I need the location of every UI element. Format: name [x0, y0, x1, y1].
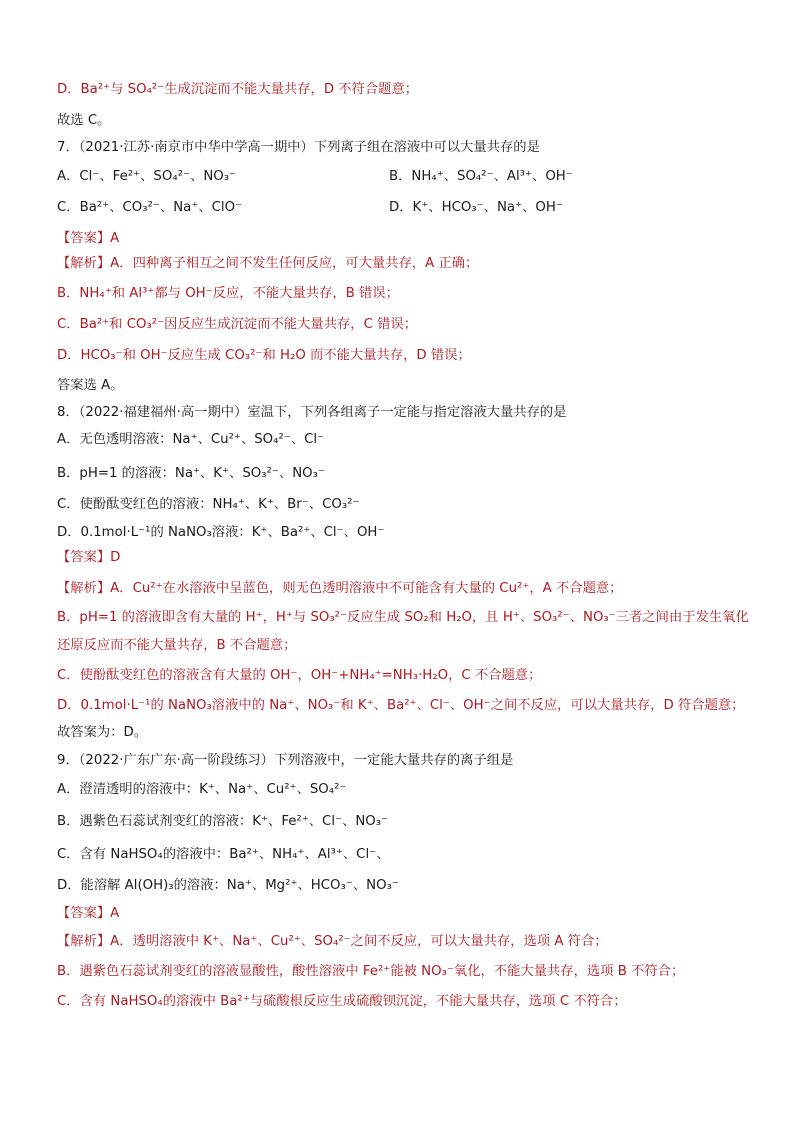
answer-line: 【答案】A	[57, 231, 120, 246]
analysis-line: 【解析】A．透明溶液中 K⁺、Na⁺、Cu²⁺、SO₄²⁻之间不反应，可以大量共存，选项 A 符合；	[57, 934, 608, 949]
option-line: C．Ba²⁺、CO₃²⁻、Na⁺、ClO⁻ D．K⁺、HCO₃⁻、Na⁺、OH⁻	[57, 198, 242, 218]
text-line: D．Ba²⁺与 SO₄²⁻生成沉淀而不能大量共存，D 不符合题意；	[57, 82, 419, 97]
analysis-line: 【解析】A．四种离子相互之间不发生任何反应，可大量共存，A 正确；	[57, 256, 479, 271]
analysis-line: C．Ba²⁺和 CO₃²⁻因反应生成沉淀而不能大量共存，C 错误；	[57, 317, 418, 332]
question-line: 9．（2022·广东广东·高一阶段练习）下列溶液中，一定能大量共存的离子组是	[57, 753, 514, 768]
answer-line: 【答案】D	[57, 550, 121, 565]
answer-line: 【答案】A	[57, 906, 120, 921]
analysis-line: D．HCO₃⁻和 OH⁻反应生成 CO₃²⁻和 H₂O 而不能大量共存，D 错误；	[57, 348, 471, 363]
option-line: D．能溶解 Al(OH)₃的溶液：Na⁺、Mg²⁺、HCO₃⁻、NO₃⁻	[57, 878, 399, 893]
option-col2: D．K⁺、HCO₃⁻、Na⁺、OH⁻	[389, 200, 563, 215]
option-line: B．pH=1 的溶液：Na⁺、K⁺、SO₃²⁻、NO₃⁻	[57, 466, 325, 481]
analysis-line: C．含有 NaHSO₄的溶液中 Ba²⁺与硫酸根反应生成硫酸钡沉淀，不能大量共存，选项 C 不符合；	[57, 994, 627, 1009]
question-line: 8．（2022·福建福州·高一期中）室温下，下列各组离子一定能与指定溶液大量共存的是	[57, 405, 567, 420]
analysis-line: C．使酚酞变红色的溶液含有大量的 OH⁻，OH⁻+NH₄⁺=NH₃·H₂O，C 不合题意；	[57, 668, 542, 683]
option-line: C．含有 NaHSO₄的溶液中：Ba²⁺、NH₄⁺、Al³⁺、Cl⁻、	[57, 847, 390, 862]
analysis-line: 还原反应而不能大量共存，B 不合题意；	[57, 638, 297, 653]
analysis-line: B．遇紫色石蕊试剂变红的溶液显酸性，酸性溶液中 Fe²⁺能被 NO₃⁻氧化，不能大量共存，选项 B 不符合；	[57, 964, 685, 979]
option-line: A．澄清透明的溶液中：K⁺、Na⁺、Cu²⁺、SO₄²⁻	[57, 782, 347, 797]
analysis-line: 【解析】A．Cu²⁺在水溶液中呈蓝色，则无色透明溶液中不可能含有大量的 Cu²⁺，A 不合题意；	[57, 581, 623, 596]
text-line: 故选 C。	[57, 113, 111, 128]
analysis-line: B．pH=1 的溶液即含有大量的 H⁺，H⁺与 SO₃²⁻反应生成 SO₂和 H₂O，且 H⁺、SO₃²⁻、NO₃⁻三者之间由于发生氧化	[57, 610, 749, 625]
option-col2: B．NH₄⁺、SO₄²⁻、Al³⁺、OH⁻	[389, 169, 573, 184]
option-line: B．遇紫色石蕊试剂变红的溶液：K⁺、Fe²⁺、Cl⁻、NO₃⁻	[57, 814, 389, 829]
option-line: A．无色透明溶液：Na⁺、Cu²⁺、SO₄²⁻、Cl⁻	[57, 432, 325, 447]
option-line: A．Cl⁻、Fe²⁺、SO₄²⁻、NO₃⁻ B．NH₄⁺、SO₄²⁻、Al³⁺、OH⁻	[57, 167, 236, 187]
text-line: 故答案为：D。	[57, 725, 148, 740]
text-line: 答案选 A。	[57, 378, 124, 393]
question-line: 7．（2021·江苏·南京市中华中学高一期中）下列离子组在溶液中可以大量共存的是	[57, 140, 540, 155]
analysis-line: D．0.1mol·L⁻¹的 NaNO₃溶液中的 Na⁺、NO₃⁻和 K⁺、Ba²⁺、Cl⁻、OH⁻之间不反应，可以大量共存，D 符合题意；	[57, 698, 745, 713]
analysis-line: B．NH₄⁺和 Al³⁺都与 OH⁻反应，不能大量共存，B 错误；	[57, 286, 399, 301]
option-line: C．使酚酞变红色的溶液：NH₄⁺、K⁺、Br⁻、CO₃²⁻	[57, 497, 360, 512]
option-line: D．0.1mol·L⁻¹的 NaNO₃溶液：K⁺、Ba²⁺、Cl⁻、OH⁻	[57, 525, 385, 540]
